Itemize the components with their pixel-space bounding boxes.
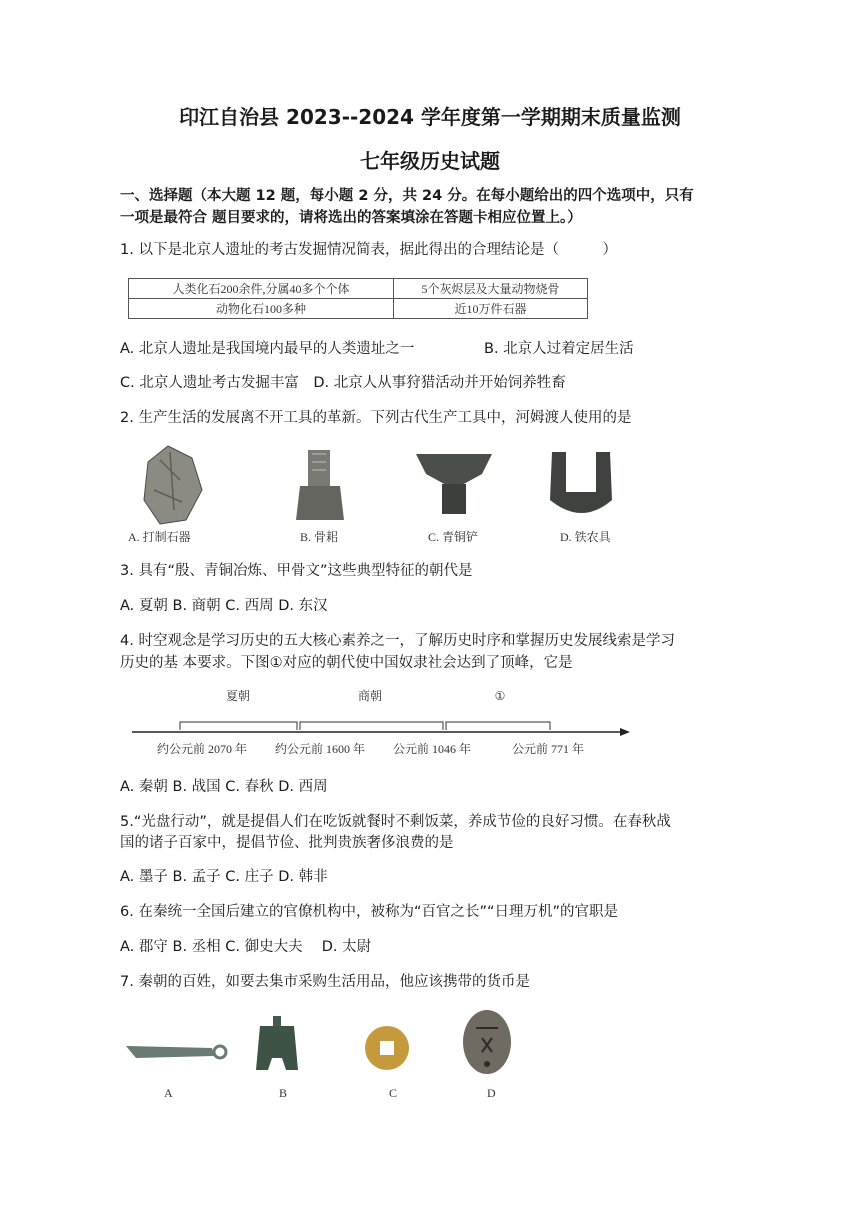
spade-coin-image (256, 1016, 298, 1070)
q1-cell: 动物化石100多种 (129, 299, 394, 319)
q4-timeline (120, 684, 640, 764)
timeline-period-label: 商朝 (357, 689, 383, 703)
q7-coin-images (120, 1008, 540, 1083)
q1-table (128, 278, 588, 319)
timeline-date-label: 公元前 1046 年 (392, 742, 472, 756)
q5-stem-line2: 国的诸子百家中，提倡节俭、批判贵族奢侈浪费的是 (120, 835, 454, 851)
q2-caption-a: A. 打制石器 (128, 530, 191, 544)
q2-caption-b: B. 骨耜 (300, 530, 339, 544)
section-heading-line2: 一项是最符合 题目要求的，请将选出的答案填涂在答题卡相应位置上。） (120, 210, 582, 226)
timeline-period-label: 夏朝 (225, 689, 251, 703)
q4-stem-line1: 4. 时空观念是学习历史的五大核心素养之一，了解历史时序和掌握历史发展线索是学习 (120, 633, 675, 649)
q7-caption-c: C (389, 1086, 398, 1100)
q3-stem: 3. 具有“殷、青铜冶炼、甲骨文”这些典型特征的朝代是 (120, 563, 473, 579)
timeline-date-label: 约公元前 2070 年 (156, 742, 248, 756)
knife-coin-image (126, 1046, 226, 1058)
iron-tool-image (550, 452, 612, 513)
q2-stem: 2. 生产生活的发展离不开工具的革新。下列古代生产工具中，河姆渡人使用的是 (120, 410, 632, 426)
q1-option-cd: C. 北京人遗址考古发掘丰富 D. 北京人从事狩猎活动并开始饲养牲畜 (120, 375, 566, 391)
q1-option-b: B. 北京人过着定居生活 (484, 341, 634, 357)
round-coin-image (365, 1026, 409, 1070)
exam-title: 印江自治县 2023--2024 学年度第一学期期末质量监测 (179, 105, 681, 129)
timeline-date-label: 公元前 771 年 (511, 742, 585, 756)
q6-stem: 6. 在秦统一全国后建立的官僚机构中，被称为“百官之长”“日理万机”的官职是 (120, 904, 618, 920)
q7-caption-b: B (279, 1086, 288, 1100)
chipped-stone-tool-image (144, 446, 202, 524)
period-bracket (180, 722, 297, 730)
bronze-spade-image (416, 454, 492, 514)
period-bracket (446, 722, 550, 730)
q7-caption-d: D (487, 1086, 496, 1100)
exam-subtitle: 七年级历史试题 (360, 149, 500, 173)
timeline-arrow (620, 728, 630, 736)
q2-caption-d: D. 铁农具 (560, 530, 611, 544)
q1-option-a: A. 北京人遗址是我国境内最早的人类遗址之一 (120, 341, 415, 357)
q1-stem: 1. 以下是北京人遗址的考古发掘情况简表，据此得出的合理结论是（ ） (120, 242, 617, 258)
period-bracket (300, 722, 443, 730)
section-heading-line1: 一、选择题（本大题 12 题，每小题 2 分，共 24 分。在每小题给出的四个选项中，只有 (120, 188, 694, 204)
bone-spade-image (296, 450, 344, 520)
ant-nose-coin-image (463, 1010, 511, 1074)
timeline-period-label: ① (494, 689, 506, 703)
q4-stem-line2: 历史的基 本要求。下图①对应的朝代使中国奴隶社会达到了顶峰，它是 (120, 655, 573, 671)
q4-options: A. 秦朝 B. 战国 C. 春秋 D. 西周 (120, 779, 328, 795)
q1-cell: 近10万件石器 (394, 299, 588, 319)
q1-cell: 5个灰烬层及大量动物烧骨 (394, 279, 588, 299)
q2-caption-c: C. 青铜铲 (428, 530, 479, 544)
q2-tool-images (120, 440, 640, 528)
q3-options: A. 夏朝 B. 商朝 C. 西周 D. 东汉 (120, 598, 328, 614)
timeline-date-label: 约公元前 1600 年 (274, 742, 366, 756)
q5-options: A. 墨子 B. 孟子 C. 庄子 D. 韩非 (120, 869, 328, 885)
q6-options: A. 郡守 B. 丞相 C. 御史大夫 D. 太尉 (120, 939, 372, 955)
q7-caption-a: A (164, 1086, 173, 1100)
q5-stem-line1: 5.“光盘行动”，就是提倡人们在吃饭就餐时不剩饭菜，养成节俭的良好习惯。在春秋战 (120, 814, 671, 830)
q1-cell: 人类化石200余件,分属40多个个体 (129, 279, 394, 299)
q7-stem: 7. 秦朝的百姓，如要去集市采购生活用品，他应该携带的货币是 (120, 974, 530, 990)
